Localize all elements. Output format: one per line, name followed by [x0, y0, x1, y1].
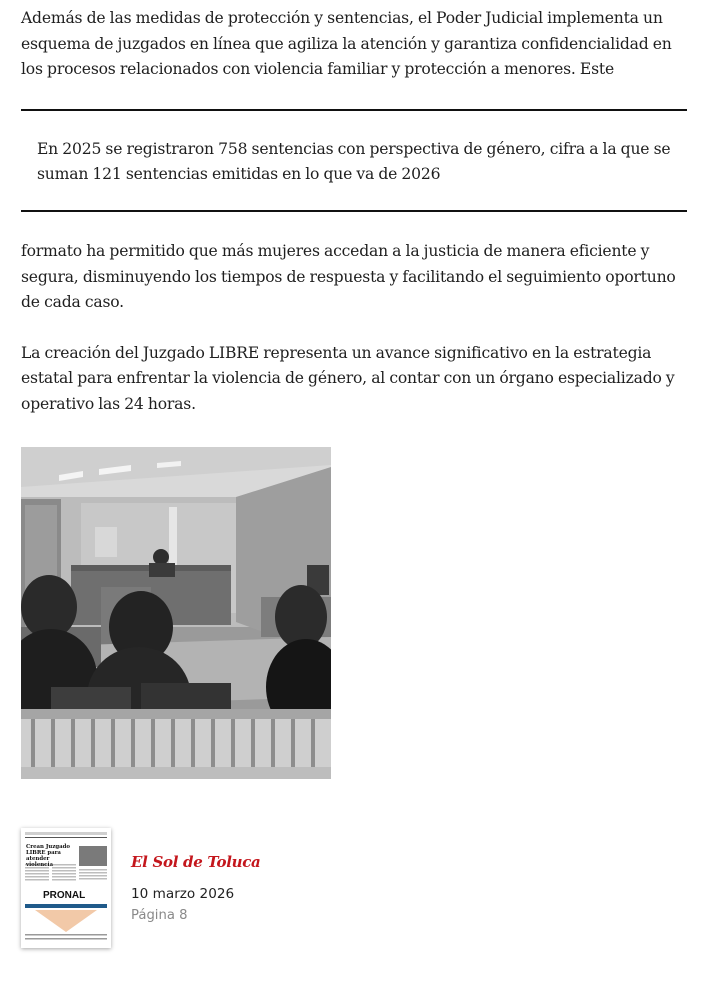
article-paragraph: Además de las medidas de protección y sentencias, el Poder Judicial implementa un esquema de juzgados en línea que agiliza la atención y garantiza confidencialidad en los procesos relacionados con violencia familiar y protección a menores. Este: [21, 9, 672, 79]
courtroom-photo[interactable]: [21, 447, 331, 779]
publication-date: 10 marzo 2026: [131, 886, 235, 902]
source-card[interactable]: [21, 828, 421, 953]
article-body: [21, 6, 687, 418]
newspaper-logo: El Sol de Toluca: [131, 853, 261, 871]
pull-quote-text: En 2025 se registraron 758 sentencias con perspectiva de género, cifra a la que se suman 121 sentencias emitidas en lo que va de 2026: [37, 139, 671, 184]
article-paragraph: La creación del Juzgado LIBRE representa un avance significativo en la estrategia estatal para enfrentar la violencia de género, al contar con un órgano especializado y operativo las 24 horas.: [21, 343, 675, 413]
pull-quote: [21, 109, 687, 212]
thumbnail-headline: Crean Juzgado LIBRE para atender violencia: [26, 844, 71, 868]
newspaper-page-thumbnail[interactable]: [21, 828, 111, 948]
thumbnail-brand: PRONAL: [43, 890, 86, 901]
publication-page: Página 8: [131, 908, 188, 923]
article-paragraph: formato ha permitido que más mujeres accedan a la justicia de manera eficiente y segura, disminuyendo los tiempos de respuesta y facilitando el seguimiento oportuno de cada caso.: [21, 241, 676, 312]
